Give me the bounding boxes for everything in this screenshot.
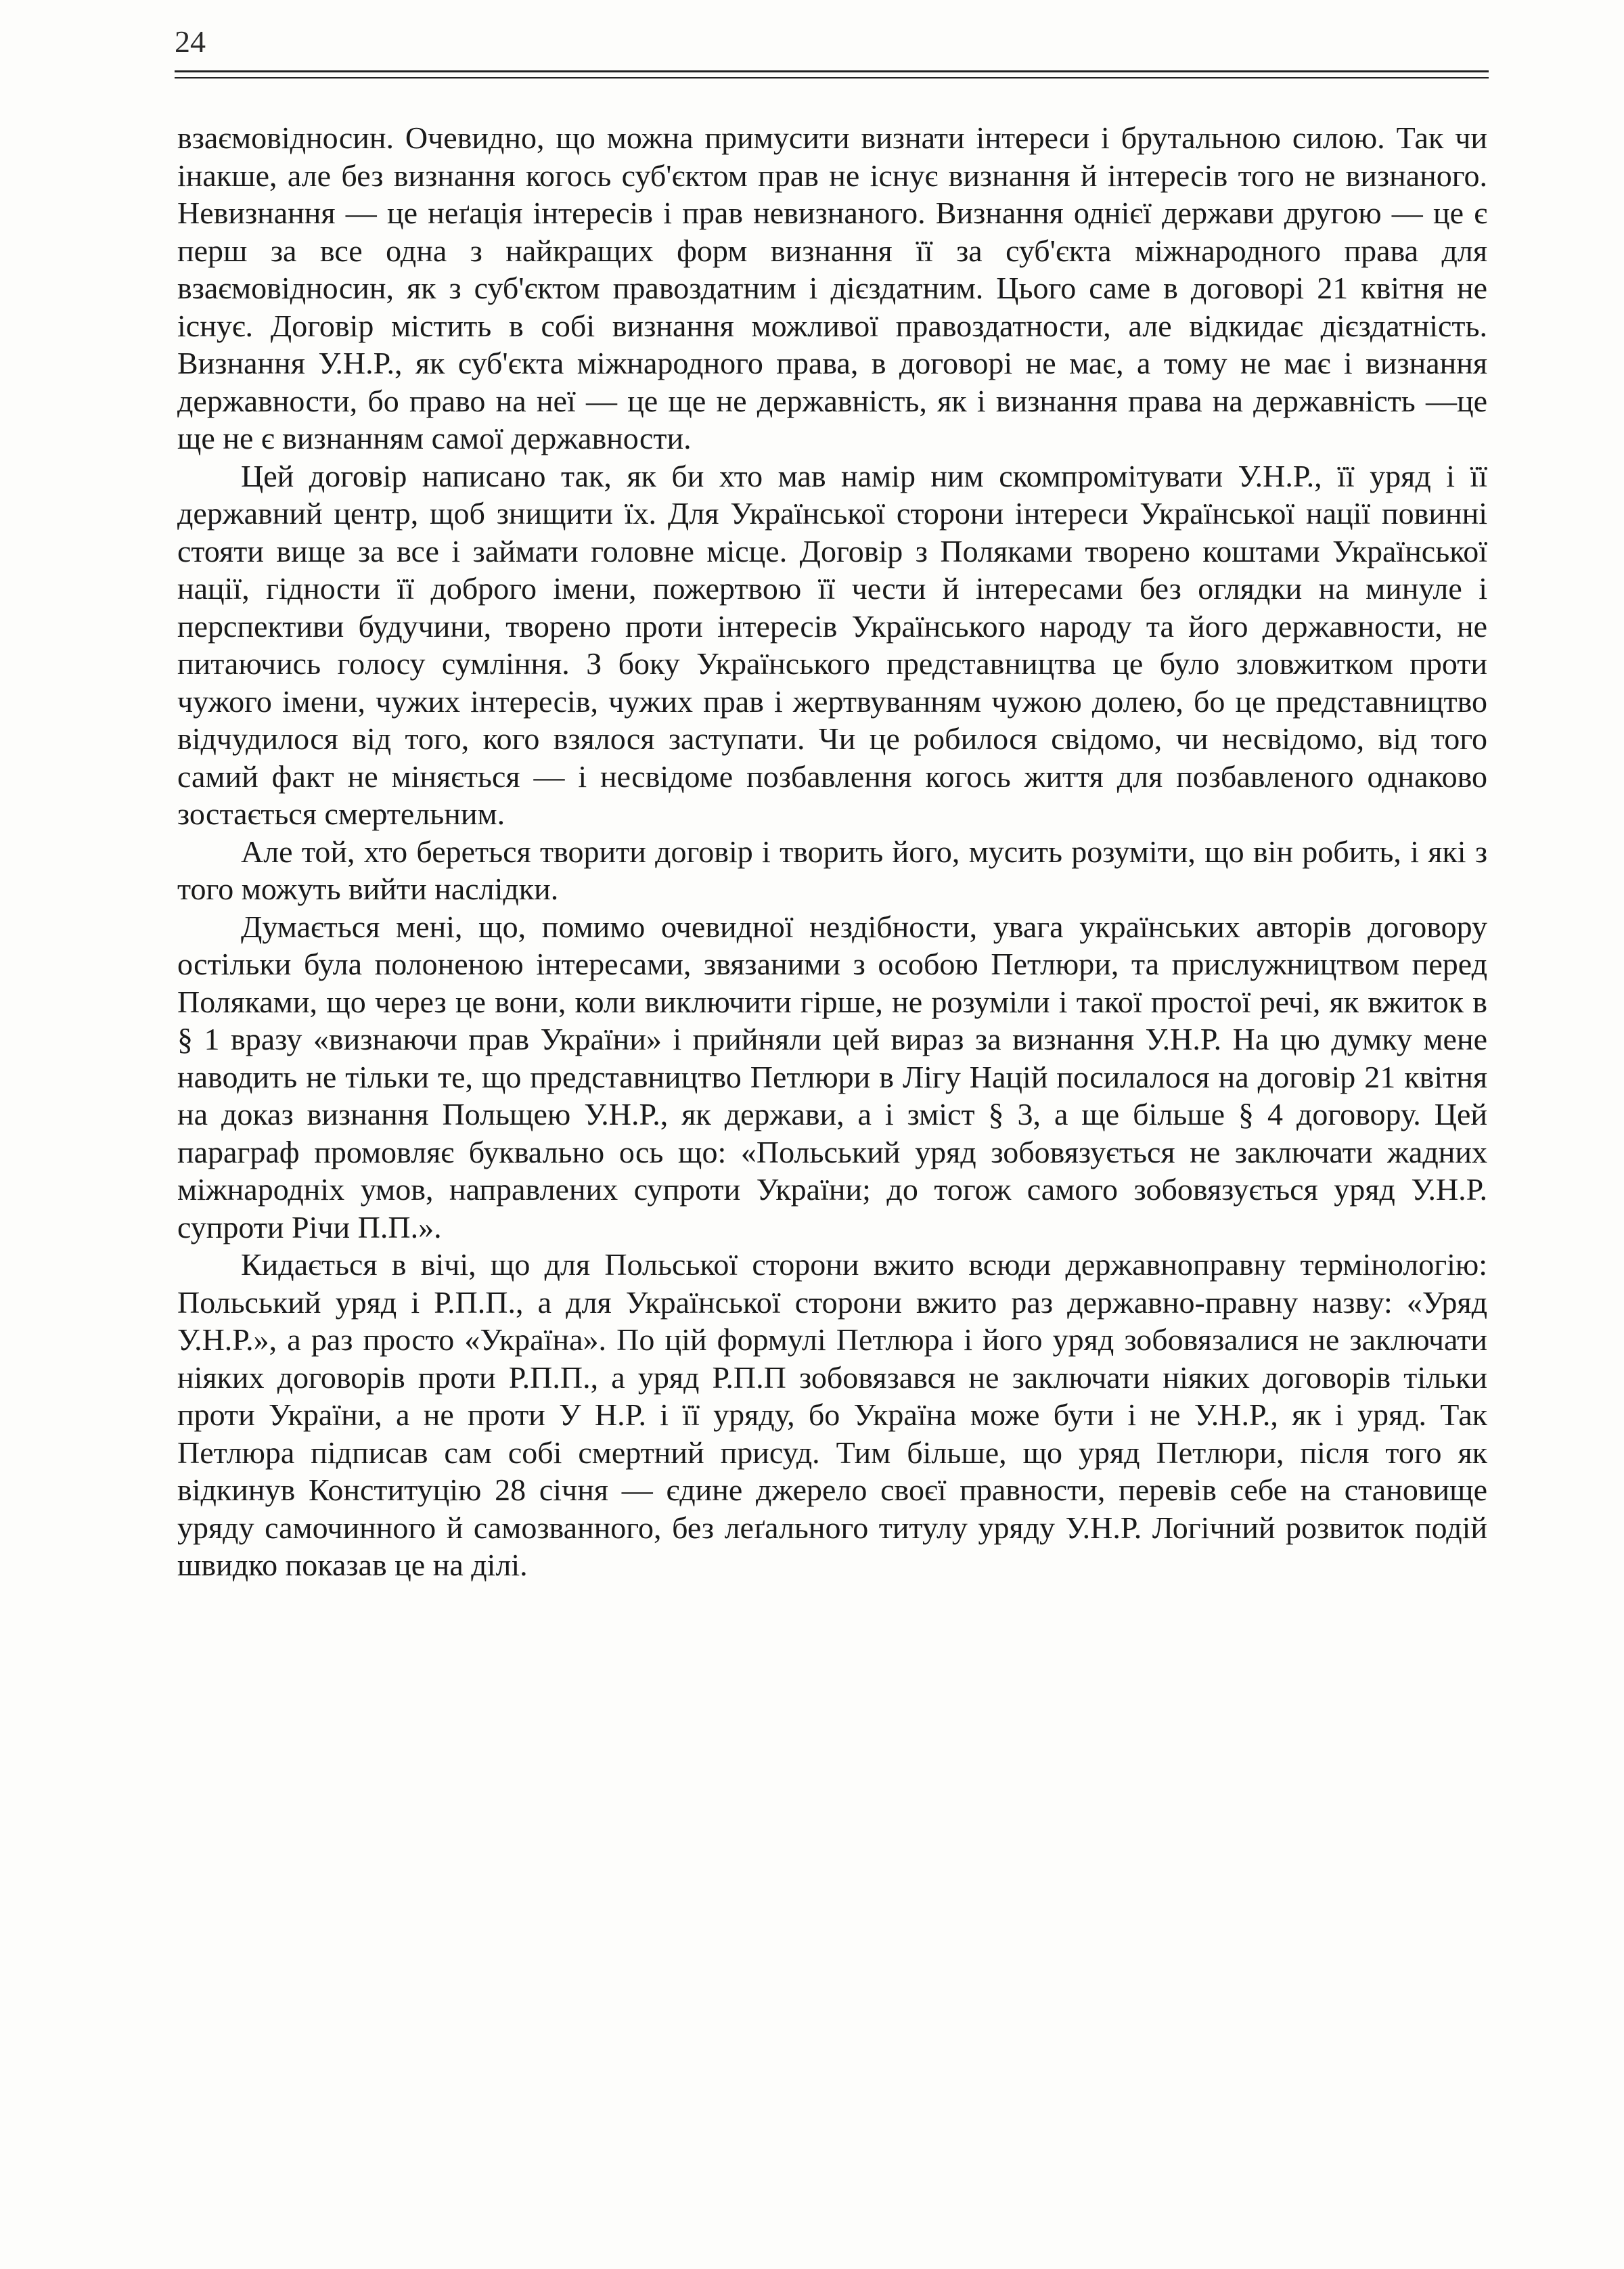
paragraph-2: Цей договір написано так, як би хто мав намір ним скомпромітувати У.Н.Р., її уряд і її державний центр, щоб знищити їх. Для Української сторони інтереси Української нації повинні стояти вище за все і займати головне місце. Договір з Поляками творено коштами Української нації, гідности її доброго імени, пожертвою її чести й інтересами без оглядки на минуле і перспективи будучини, творено проти інтересів Українського народу та його державности, не питаючись голосу сумління. З боку Українського представництва це було зловжитком проти чужого імени, чужих інтересів, чужих прав і жертвуванням чужою долею, бо це представництво відчудилося від того, кого взялося заступати. Чи це робилося свідомо, чи несвідомо, від того самий факт не міняється — і несвідоме позбавлення когось життя для позбавленого однаково зостається смертельним. (177, 458, 1487, 831)
body-text (177, 119, 1487, 1584)
paragraph-3: Але той, хто береться творити договір і творить його, мусить розуміти, що він робить, і які з того можуть вийти наслідки. (177, 834, 1487, 906)
header-rule-top (175, 70, 1489, 72)
paragraph-5: Кидається в вічі, що для Польської сторони вжито всюди державноправну термінологію: Польський уряд і Р.П.П., а для Української сторони вжито раз державно-правну назву: «Уряд У.Н.Р.», а раз просто «Україна». По цій формулі Петлюра і його уряд зобовязалися не заключати ніяких договорів проти Р.П.П., а уряд Р.П.П зобовязався не заключати ніяких договорів тільки проти України, а не проти У Н.Р. і її уряду, бо Україна може бути і не У.Н.Р., як і уряд. Так Петлюра підписав сам собі смертний присуд. Тим більше, що уряд Петлюри, після того як відкинув Конституцію 28 січня — єдине джерело своєї правности, перевів себе на становище уряду самочинного й самозванного, без леґального титулу уряду У.Н.Р. Логічний розвиток подій швидко показав це на ділі. (177, 1247, 1487, 1582)
paragraph-4: Думається мені, що, помимо очевидної нездібности, увага українських авторів договору остільки була полоненою інтересами, звязаними з особою Петлюри, та прислужництвом перед Поляками, що через це вони, коли виключити гірше, не розуміли і такої простої речі, як вжиток в § 1 вразу «визнаючи прав України» і прийняли цей вираз за визнання У.Н.Р. На цю думку мене наводить не тільки те, що представництво Петлюри в Лігу Націй посилалося на договір 21 квітня на доказ визнання Польщею У.Н.Р., як держави, а і зміст § 3, а ще більше § 4 договору. Цей параграф промовляє буквально ось що: «Польський уряд зобовязується не заключати жадних міжнародніх умов, направлених супроти України; до тогож самого зобовязується уряд У.Н.Р. супроти Річи П.П.». (177, 909, 1487, 1244)
page-number: 24 (175, 24, 206, 59)
header-rule-bottom (175, 77, 1489, 78)
paragraph-1: взаємовідносин. Очевидно, що можна примусити визнати інтереси і брутальною силою. Так чи інакше, але без визнання когось суб'єктом прав не існує визнання й інтересів того не визнаного. Невизнання — це неґація інтересів і прав невизнаного. Визнання однієї держави другою — це є перш за все одна з найкращих форм визнання її за суб'єкта міжнародного права для взаємовідносин, як з суб'єктом правоздатним і дієздатним. Цього саме в договорі 21 квітня не існує. Договір містить в собі визнання можливої правоздатности, але відкидає дієздатність. Визнання У.Н.Р., як суб'єкта міжнародного права, в договорі не має, а тому не має і визнання державности, бо право на неї — це ще не державність, як і визнання права на державність —це ще не є визнанням самої державности. (177, 120, 1487, 455)
